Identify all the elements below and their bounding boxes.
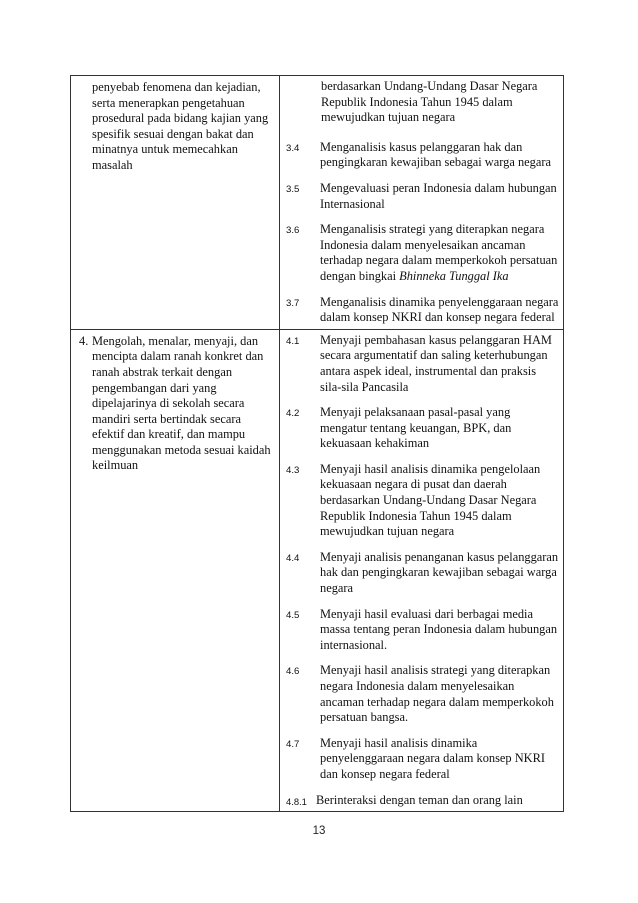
basic-competency-item: [280, 181, 563, 212]
item-number: 4.5: [286, 609, 300, 621]
basic-competency-continuation: berdasarkan Undang-Undang Dasar Negara Republik Indonesia Tahun 1945 dalam mewujudkan tujuan negara: [321, 79, 538, 125]
item-text: Menyaji pembahasan kasus pelanggaran HAM secara argumentatif dan saling keterhubungan antara aspek ideal, instrumental dan praksis sila-sila Pancasila: [320, 332, 552, 394]
item-number: 4.3: [286, 464, 300, 476]
basic-competency-item: [280, 550, 563, 597]
table-row: [71, 329, 564, 811]
item-text: Menyaji hasil analisis dinamika pengelolaan kekuasaan negara di pusat dan daerah berdasarkan Undang-Undang Dasar Negara Republik Indonesia Tahun 1945 dalam mewujudkan tujuan negara: [320, 461, 541, 539]
item-number: 4.8.1: [286, 795, 307, 807]
item-number: 4.1: [286, 335, 300, 347]
basic-competency-item: [280, 736, 563, 783]
item-text-main: Menganalisis strategi yang diterapkan negara Indonesia dalam menyelesaikan ancaman terhadap negara dalam memperkokoh persatuan dengan bingkai: [320, 222, 558, 283]
item-number: 4.4: [286, 552, 300, 564]
core-competency-cell: [71, 76, 280, 330]
item-text: Mengevaluasi peran Indonesia dalam hubungan Internasional: [320, 180, 557, 211]
item-text: [320, 222, 559, 284]
basic-competency-item: [280, 405, 563, 452]
basic-competency-cell: [280, 329, 564, 811]
basic-competency-item: [280, 462, 563, 540]
item-number: 3.6: [286, 225, 300, 237]
core-competency-text: penyebab fenomena dan kejadian, serta menerapkan pengetahuan prosedural pada bidang kajian yang spesifik sesuai dengan bakat dan minatnya untuk memecahkan masalah: [92, 80, 269, 172]
item-text: Menyaji analisis penanganan kasus pelanggaran hak dan pengingkaran kewajiban sebagai warga negara: [320, 549, 559, 596]
item-number: 4.2: [286, 408, 300, 420]
basic-competency-item: [280, 333, 563, 395]
item-number: 3.4: [286, 142, 300, 154]
item-number: 3.7: [286, 297, 300, 309]
core-competency-number: 4.: [79, 333, 89, 348]
item-text-italic: Bhinneka Tunggal Ika: [399, 268, 509, 283]
item-text: Menganalisis dinamika penyelenggaraan negara dalam konsep NKRI dan konsep negara federal: [320, 294, 559, 325]
item-number: 4.6: [286, 666, 300, 678]
item-text: Menyaji pelaksanaan pasal-pasal yang mengatur tentang keuangan, BPK, dan kekuasaan kehakiman: [320, 405, 512, 451]
item-text: Berinteraksi dengan teman dan orang lain: [316, 792, 523, 807]
basic-competency-item: [280, 222, 563, 284]
item-text: Menyaji hasil evaluasi dari berbagai media massa tentang peran Indonesia dalam hubungan internasional.: [320, 606, 558, 652]
basic-competency-item: [280, 793, 563, 810]
item-number: 3.5: [286, 183, 300, 195]
basic-competency-item: [280, 663, 563, 725]
page-number: 13: [312, 825, 326, 837]
core-competency-text: Mengolah, menalar, menyaji, dan mencipta dalam ranah konkret dan ranah abstrak terkait dengan pengembangan dari yang dipelajarinya di sekolah secara mandiri serta bertindak secara efektif dan kreatif, dan mampu menggunakan metoda sesuai kaidah keilmuan: [92, 333, 271, 473]
item-text: Menyaji hasil analisis strategi yang diterapkan negara Indonesia dalam menyelesaikan ancaman terhadap negara dalam memperkokoh persatuan bangsa.: [320, 663, 554, 725]
basic-competency-cell: [280, 76, 564, 330]
core-competency-cell: [71, 329, 280, 811]
item-text: Menganalisis kasus pelanggaran hak dan pengingkaran kewajiban sebagai warga negara: [320, 139, 551, 170]
item-text: Menyaji hasil analisis dinamika penyelenggaraan negara dalam konsep NKRI dan konsep negara federal: [320, 735, 546, 781]
basic-competency-item: [280, 140, 563, 171]
basic-competency-item: [280, 295, 563, 326]
basic-competency-item: [280, 607, 563, 654]
competency-table: [70, 75, 564, 812]
core-competency-item: [71, 330, 279, 474]
table-row: [71, 76, 564, 330]
item-number: 4.7: [286, 738, 300, 750]
